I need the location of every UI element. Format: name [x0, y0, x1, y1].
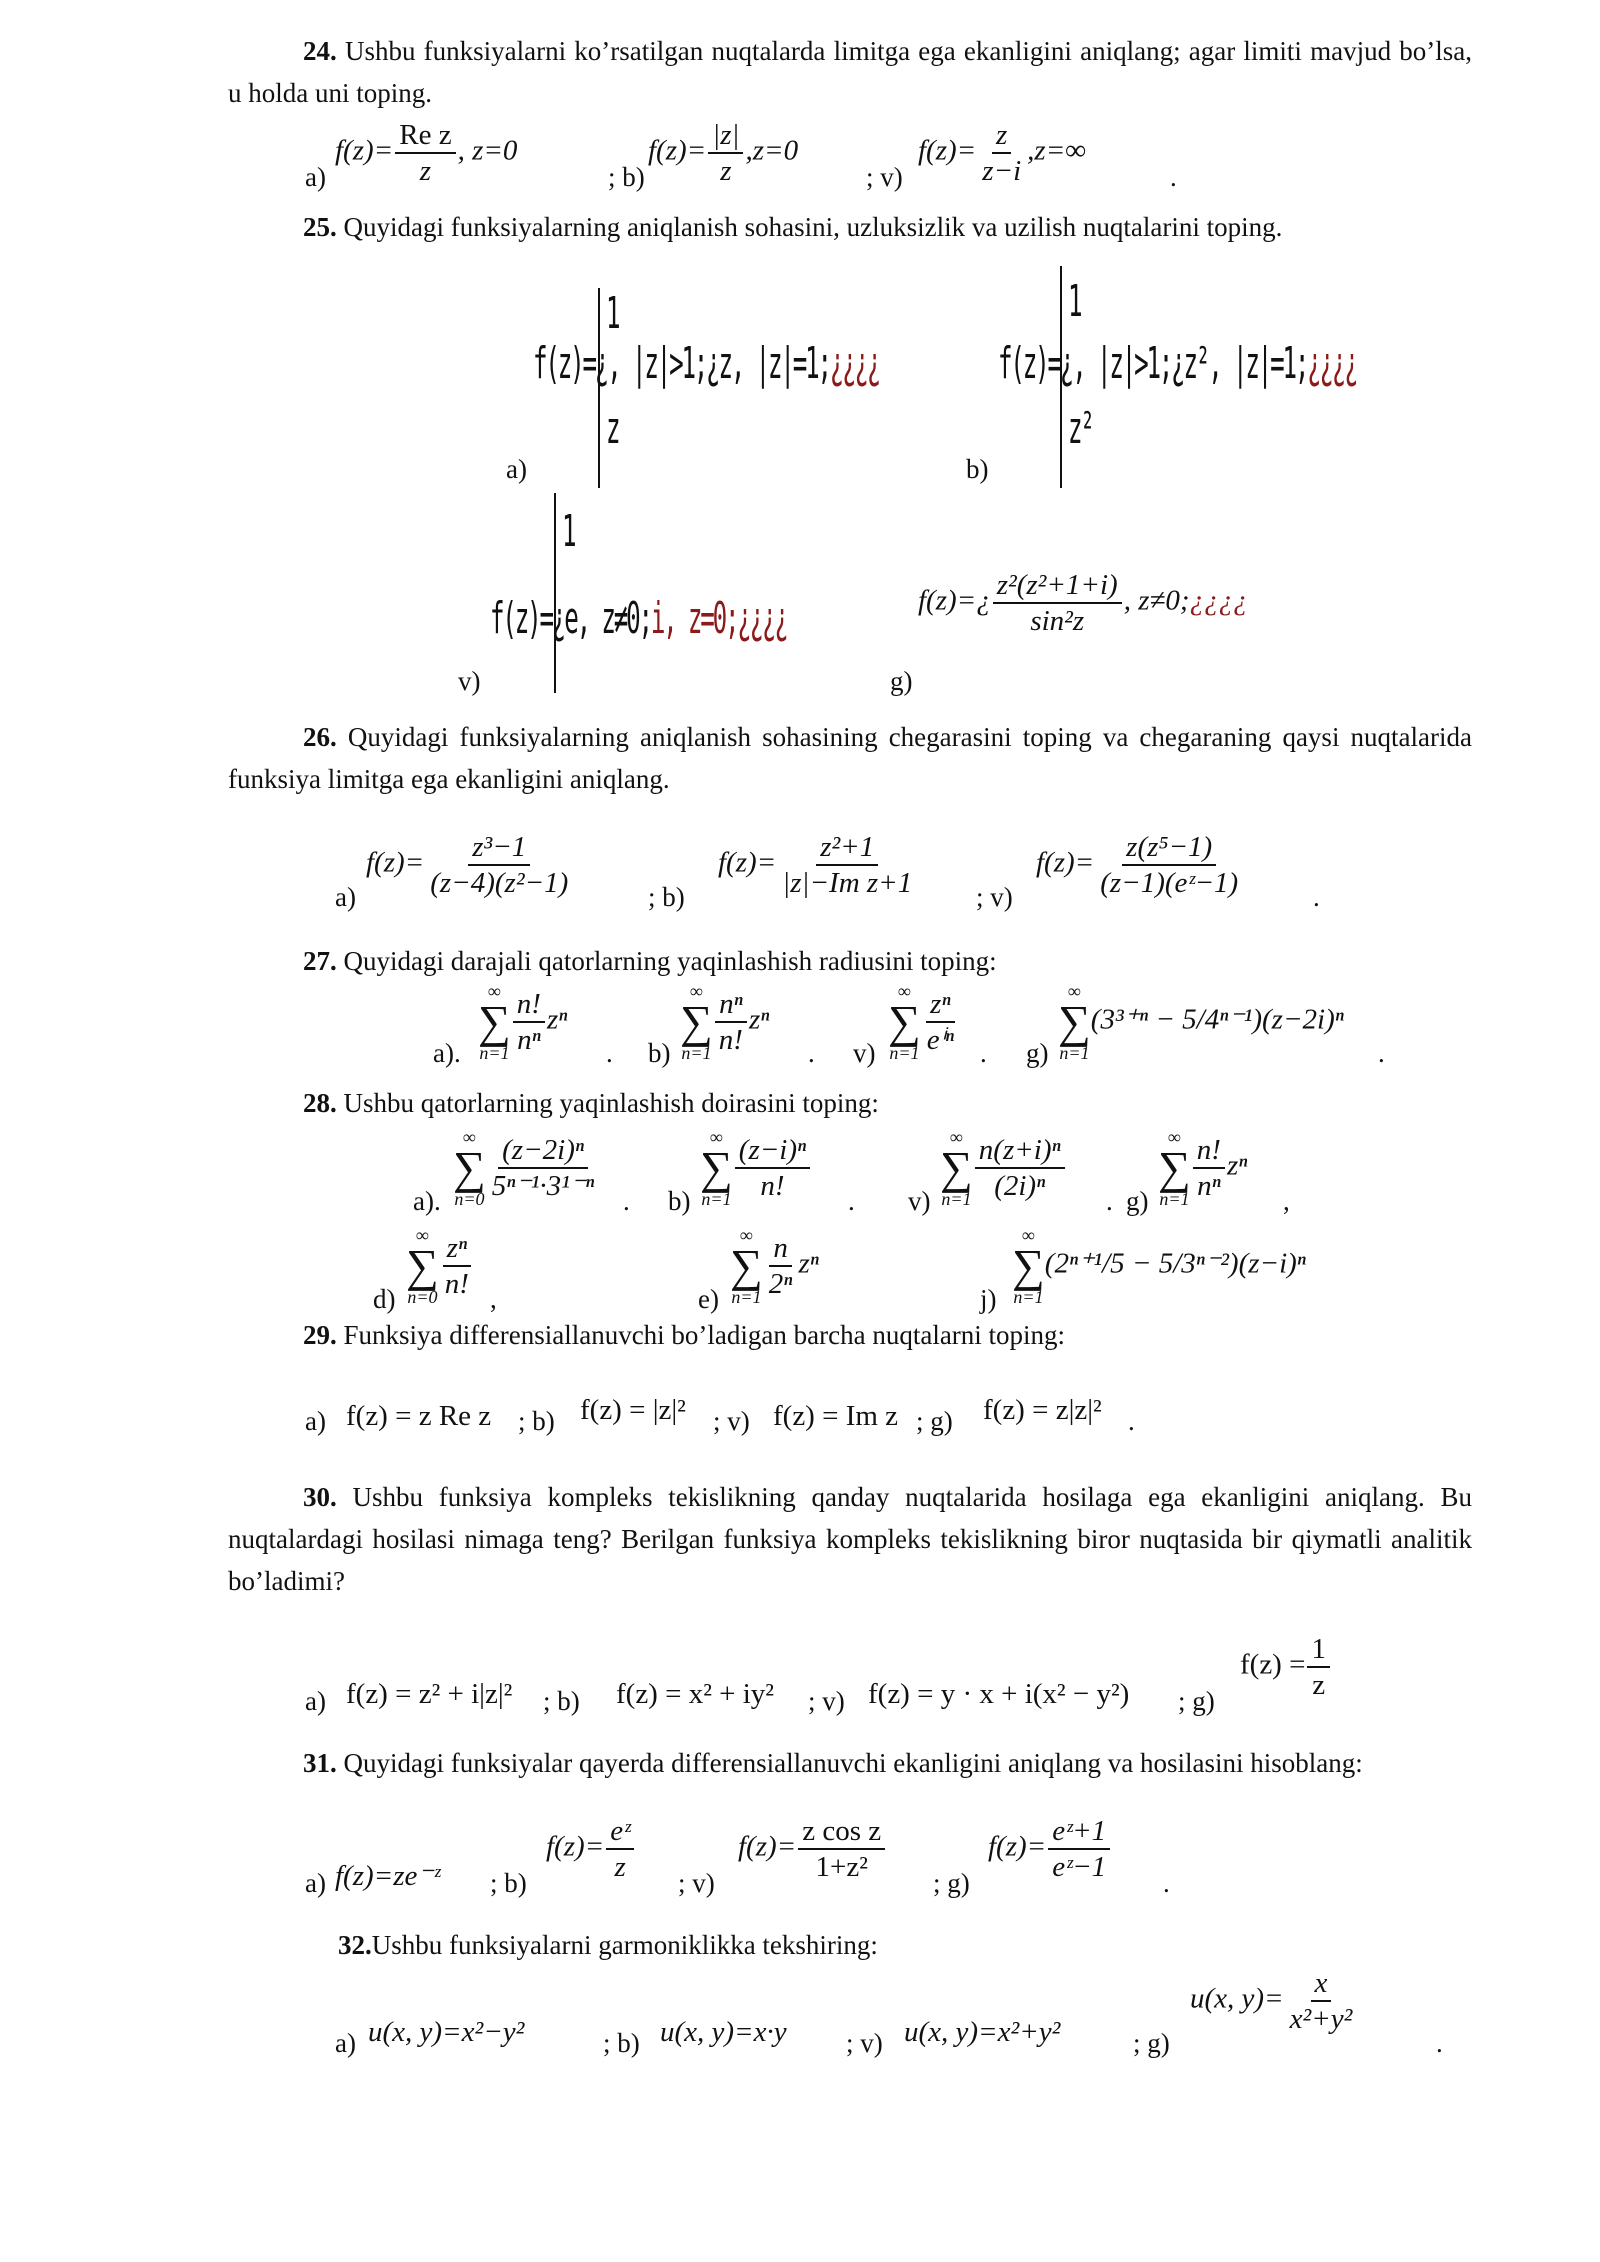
- problem-27: [228, 940, 1472, 982]
- item-separator: ; v): [678, 1868, 715, 1898]
- formula: u(x, y)=x²+y²: [904, 2016, 1061, 2048]
- formula-row-31: [228, 1784, 1472, 1924]
- formula: f(z)= $\frac{\text{eᶻ}}{z}$: [546, 1814, 636, 1884]
- formula-row-29: [228, 1356, 1472, 1464]
- numerator: 1: [562, 506, 575, 557]
- formula-row-32: [228, 1966, 1472, 2076]
- formula: f(z) = z Re z: [346, 1400, 492, 1432]
- item-label: b): [966, 454, 989, 484]
- item-separator: ; v): [713, 1406, 750, 1436]
- item-separator: .: [1170, 162, 1177, 192]
- formula: f(z) = y · x + i(x² − y²): [868, 1678, 1130, 1710]
- item-separator: .: [980, 1038, 987, 1068]
- series-formula: ∞ ∑ n=1 (2ⁿ⁺¹/5 − 5/3ⁿ⁻²)(z−i)ⁿ: [1012, 1225, 1306, 1307]
- item-separator: ,: [1283, 1186, 1290, 1216]
- item-label: j): [980, 1284, 997, 1314]
- problem-text: Quyidagi darajali qatorlarning yaqinlashish radiusini toping:: [343, 946, 997, 976]
- series-formula: ∞ ∑ n=1 $\frac{\text{n(z+i)ⁿ}}{\text{(2i)ⁿ}}$: [940, 1128, 1067, 1208]
- formula-block-28: [228, 1124, 1472, 1334]
- problem-number: 26.: [303, 722, 337, 752]
- formula-row-26: [228, 800, 1472, 940]
- item-separator: ; v): [808, 1686, 845, 1716]
- problem-number: 30.: [303, 1482, 337, 1512]
- formula: f(z)= $\frac{\text{Re z}}{z}$ , z=0: [335, 119, 518, 187]
- item-label: b): [668, 1186, 691, 1216]
- formula: u(x, y)=x·y: [660, 2016, 787, 2048]
- problem-text: Ushbu funksiya kompleks tekislikning qanday nuqtalarida hosilaga ega ekanligini aniqlang. Bu nuqtalardagi hosilasi nimaga teng? Berilgan funksiya kompleks tekislikning biror nuqtasida bir qiymatli analitik bo’ladimi?: [228, 1482, 1473, 1596]
- item-separator: .: [1313, 882, 1320, 912]
- item-label: a).: [433, 1038, 461, 1068]
- problem-28: [228, 1082, 1472, 1124]
- item-separator: ; g): [933, 1868, 970, 1898]
- item-label: v): [853, 1038, 876, 1068]
- formula-b: f(z)=¿, |z|>1;¿z², |z|=1;¿¿¿¿: [998, 338, 1357, 389]
- formula-row-30: [228, 1602, 1472, 1742]
- problem-text: Ushbu funksiyalarni garmoniklikka tekshiring:: [371, 1930, 878, 1960]
- item-label: a).: [413, 1186, 441, 1216]
- formula: f(z) = |z|²: [580, 1394, 686, 1426]
- problem-text: Quyidagi funksiyalar qayerda differensiallanuvchi ekanligini aniqlang va hosilasini hisoblang:: [343, 1748, 1363, 1778]
- formula: f(z)= $\frac{\text{z³−1}}{\text{(z−4)(z²−1)}}$: [366, 831, 569, 899]
- item-label: a): [305, 162, 326, 192]
- problem-31: [228, 1742, 1472, 1784]
- item-label: g): [1026, 1038, 1049, 1068]
- item-label: a): [305, 1686, 326, 1716]
- problem-number: 29.: [303, 1320, 337, 1350]
- problem-number: 31.: [303, 1748, 337, 1778]
- problem-text: Ushbu funksiyalarni ko’rsatilgan nuqtalarda limitga ega ekanligini aniqlang; agar limiti mavjud bo’lsa, u holda uni toping.: [228, 36, 1473, 108]
- formula: u(x, y)=x²−y²: [368, 2016, 525, 2048]
- problem-text: Quyidagi funksiyalarning aniqlanish sohasini, uzluksizlik va uzilish nuqtalarini toping.: [343, 212, 1283, 242]
- item-label: a): [305, 1406, 326, 1436]
- item-separator: ; g): [1178, 1686, 1215, 1716]
- problem-32: [228, 1924, 1472, 1966]
- formula: f(z) = z|z|²: [983, 1394, 1102, 1426]
- formula: f(z) = $\frac{1}{z}$: [1240, 1632, 1332, 1702]
- formula: f(z)= $\frac{\text{eᶻ+1}}{\text{eᶻ−1}}$: [988, 1814, 1112, 1884]
- problem-number: 32.: [338, 1930, 372, 1960]
- formula-a: f(z)=¿, |z|>1;¿z, |z|=1;¿¿¿¿: [533, 338, 880, 389]
- formula-block-25: [228, 248, 1472, 716]
- denominator: z: [606, 403, 619, 454]
- problem-number: 27.: [303, 946, 337, 976]
- item-label: a): [305, 1868, 326, 1898]
- formula: f(z) = z² + i|z|²: [346, 1678, 513, 1710]
- item-separator: ; b): [648, 882, 685, 912]
- problem-text: Ushbu qatorlarning yaqinlashish doirasini toping:: [343, 1088, 879, 1118]
- item-label: v): [908, 1186, 931, 1216]
- formula: f(z) = x² + iy²: [616, 1678, 774, 1710]
- item-separator: .: [1128, 1406, 1135, 1436]
- problem-24: [228, 30, 1472, 114]
- series-formula: ∞ ∑ n=1 $\frac{n}{\text{2ⁿ}}$ zⁿ: [730, 1225, 819, 1307]
- problem-number: 25.: [303, 212, 337, 242]
- item-separator: ; b): [603, 2028, 640, 2058]
- series-formula: ∞ ∑ n=1 $\frac{\text{(z−i)ⁿ}}{n!}$: [700, 1128, 812, 1208]
- item-separator: ; b): [490, 1868, 527, 1898]
- item-label: v): [458, 666, 481, 696]
- formula: f(z)= $\frac{|z|}{z}$ ,z=0: [648, 119, 799, 187]
- series-formula: ∞ ∑ n=1 (3³⁺ⁿ − 5/4ⁿ⁻¹)(z−2i)ⁿ: [1058, 981, 1344, 1063]
- denominator: z²: [1068, 403, 1093, 454]
- formula: u(x, y)= $\frac{x}{\text{x²+y²}}$: [1190, 1967, 1353, 2035]
- series-formula: ∞ ∑ n=1 $\frac{\text{nⁿ}}{n!}$ zⁿ: [680, 981, 770, 1063]
- series-formula: ∞ ∑ n=1 $\frac{\text{zⁿ}}{\text{eⁱⁿ}}$: [888, 981, 954, 1063]
- problem-26: [228, 716, 1472, 800]
- problem-text: Quyidagi funksiyalarning aniqlanish sohasining chegarasini toping va chegaraning qaysi nuqtalarida funksiya limitga ega ekanligini aniqlang.: [228, 722, 1472, 794]
- item-label: e): [698, 1284, 719, 1314]
- formula-row-27: [228, 982, 1472, 1082]
- item-separator: .: [623, 1186, 630, 1216]
- document-page: [228, 30, 1472, 2076]
- series-formula: ∞ ∑ n=1 $\frac{n!}{\text{nⁿ}}$ zⁿ: [478, 981, 568, 1063]
- item-separator: ; v): [846, 2028, 883, 2058]
- numerator: 1: [606, 288, 619, 339]
- item-separator: .: [1163, 1868, 1170, 1898]
- item-separator: ; v): [976, 882, 1013, 912]
- item-separator: ,: [490, 1284, 497, 1314]
- item-separator: ; b): [543, 1686, 580, 1716]
- problem-number: 24.: [303, 36, 337, 66]
- item-label: b): [648, 1038, 671, 1068]
- item-separator: .: [848, 1186, 855, 1216]
- item-separator: ; b): [608, 162, 645, 192]
- formula-g: f(z)=¿ $\frac{\text{z²(z²+1+i)}}{\text{sin²z}}$ , z≠0;¿¿¿¿: [918, 569, 1248, 637]
- formula: f(z)= $\frac{\text{z²+1}}{\text{|z|−Im z+1}}$: [718, 831, 913, 899]
- item-label: d): [373, 1284, 396, 1314]
- series-formula: ∞ ∑ n=1 $\frac{n!}{\text{nⁿ}}$ zⁿ: [1158, 1127, 1248, 1209]
- formula-row-24: [228, 114, 1472, 206]
- series-formula: ∞ ∑ n=0 $\frac{\text{(z−2i)ⁿ}}{\text{5ⁿ⁻¹·3¹⁻ⁿ}}$: [453, 1127, 595, 1209]
- item-separator: ; b): [518, 1406, 555, 1436]
- item-separator: ; g): [916, 1406, 953, 1436]
- item-separator: ; v): [866, 162, 903, 192]
- series-formula: ∞ ∑ n=0 $\frac{\text{zⁿ}}{n!}$: [406, 1226, 475, 1306]
- formula: f(z)= $\frac{\text{z cos z}}{\text{1+z²}}$: [738, 1814, 887, 1884]
- problem-30: [228, 1476, 1472, 1602]
- formula: f(z) = Im z: [773, 1400, 899, 1432]
- problem-25: [228, 206, 1472, 248]
- item-label: a): [335, 882, 356, 912]
- numerator: 1: [1068, 276, 1081, 327]
- item-separator: .: [1106, 1186, 1113, 1216]
- item-separator: .: [1436, 2028, 1443, 2058]
- formula: f(z)= $\frac{\text{z(z⁵−1)}}{\text{(z−1)(eᶻ−1)}}$: [1036, 831, 1239, 899]
- problem-text: Funksiya differensiallanuvchi bo’ladigan barcha nuqtalarni toping:: [343, 1320, 1066, 1350]
- item-label: g): [1126, 1186, 1149, 1216]
- item-separator: .: [808, 1038, 815, 1068]
- formula: f(z)= $\frac{z}{z-i}$ ,z=∞: [918, 119, 1086, 187]
- item-separator: .: [1378, 1038, 1385, 1068]
- problem-number: 28.: [303, 1088, 337, 1118]
- item-separator: .: [606, 1038, 613, 1068]
- formula-v: f(z)=¿e, z≠0;i, z=0;¿¿¿¿: [490, 593, 787, 644]
- item-label: g): [890, 666, 913, 696]
- formula: f(z)=ze⁻ᶻ: [335, 1860, 440, 1892]
- item-label: a): [335, 2028, 356, 2058]
- item-separator: ; g): [1133, 2028, 1170, 2058]
- item-label: a): [506, 454, 527, 484]
